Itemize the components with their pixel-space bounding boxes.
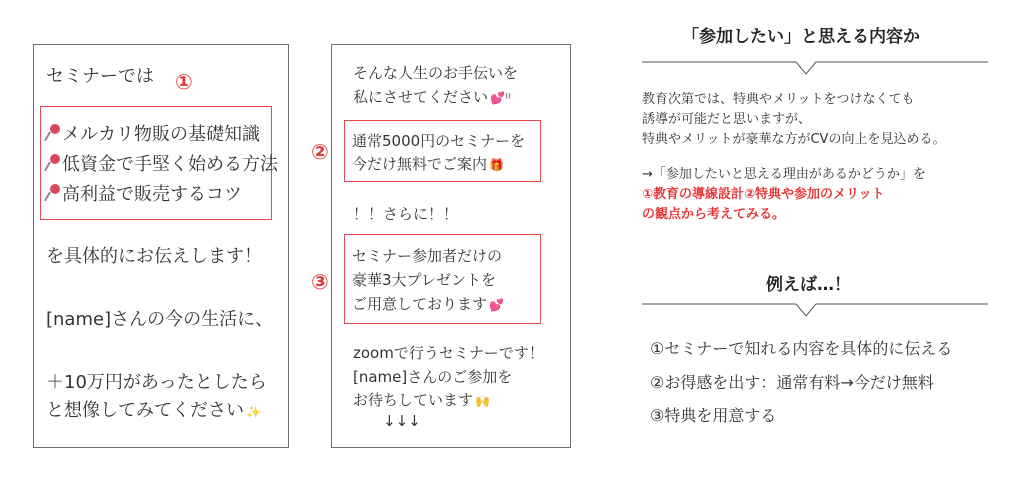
section-heading-2: 例えば…！ bbox=[766, 275, 851, 295]
pushpin-icon bbox=[47, 154, 61, 172]
middle-line-3: ！！さらに！！ bbox=[353, 205, 459, 223]
box3-line-3: ご用意しております 💕 bbox=[352, 295, 504, 313]
list-item: 低資金で手堅く始める方法 bbox=[47, 150, 278, 176]
left-line-5: と想像してみてください ✨ bbox=[46, 400, 261, 421]
marker-1: ① bbox=[175, 70, 193, 94]
raised-hands-icon: 🙌 bbox=[475, 394, 490, 408]
hearts-icon: 💕 bbox=[489, 298, 504, 312]
middle-line-4: zoomで行うセミナーです！ bbox=[353, 344, 544, 362]
heading-divider-2 bbox=[640, 294, 990, 320]
example-item-1: ①セミナーで知れる内容を具体的に伝える bbox=[650, 339, 953, 358]
left-line-2: を具体的にお伝えします！ bbox=[46, 246, 262, 267]
pushpin-icon bbox=[47, 124, 61, 142]
hearts-icon: 💕 bbox=[490, 91, 505, 105]
left-line-intro: セミナーでは bbox=[46, 66, 154, 87]
middle-line-5: [name]さんのご参加を bbox=[353, 368, 513, 386]
sparkles-icon: ✨ bbox=[246, 405, 261, 419]
pushpin-icon bbox=[47, 184, 61, 202]
list-item: メルカリ物販の基礎知識 bbox=[47, 120, 260, 146]
left-line-4: ＋10万円があったとしたら bbox=[46, 372, 267, 393]
body-line-2: 誘導が可能だと思いますが、 bbox=[642, 112, 812, 127]
marker-3: ③ bbox=[311, 270, 329, 294]
middle-line-2: 私にさせてください 💕⁾⁾ bbox=[353, 88, 511, 106]
body-line-1: 教育次第では、特典やメリットをつけなくても bbox=[642, 92, 915, 107]
section-heading-1: 「参加したい」と思える内容か bbox=[682, 27, 920, 47]
body-line-4: →「参加したいと思える理由があるかどうか」を bbox=[642, 167, 926, 182]
down-arrows: ↓↓↓ bbox=[383, 412, 421, 430]
highlight-text-2: の観点から考えてみる。 bbox=[642, 207, 786, 222]
box2-line-2: 今だけ無料でご案内 🎁 bbox=[352, 155, 504, 173]
gift-icon: 🎁 bbox=[489, 158, 504, 172]
left-line-3: [name]さんの今の生活に、 bbox=[46, 309, 274, 330]
marker-2: ② bbox=[311, 140, 329, 164]
box3-line-2: 豪華3大プレゼントを bbox=[352, 271, 496, 289]
middle-line-1: そんな人生のお手伝いを bbox=[353, 64, 519, 82]
middle-line-6: お待ちしています 🙌 bbox=[353, 391, 490, 409]
box3-line-1: セミナー参加者だけの bbox=[352, 247, 503, 265]
list-item: 高利益で販売するコツ bbox=[47, 180, 242, 206]
body-line-3: 特典やメリットが豪華な方がCVの向上を見込める。 bbox=[642, 132, 946, 147]
example-item-3: ③特典を用意する bbox=[650, 406, 777, 425]
box2-line-1: 通常5000円のセミナーを bbox=[352, 132, 526, 150]
heading-divider-1 bbox=[640, 52, 990, 78]
example-item-2: ②お得感を出す：通常有料→今だけ無料 bbox=[650, 373, 934, 392]
highlight-text-1: ①教育の導線設計②特典や参加のメリット bbox=[642, 187, 885, 202]
